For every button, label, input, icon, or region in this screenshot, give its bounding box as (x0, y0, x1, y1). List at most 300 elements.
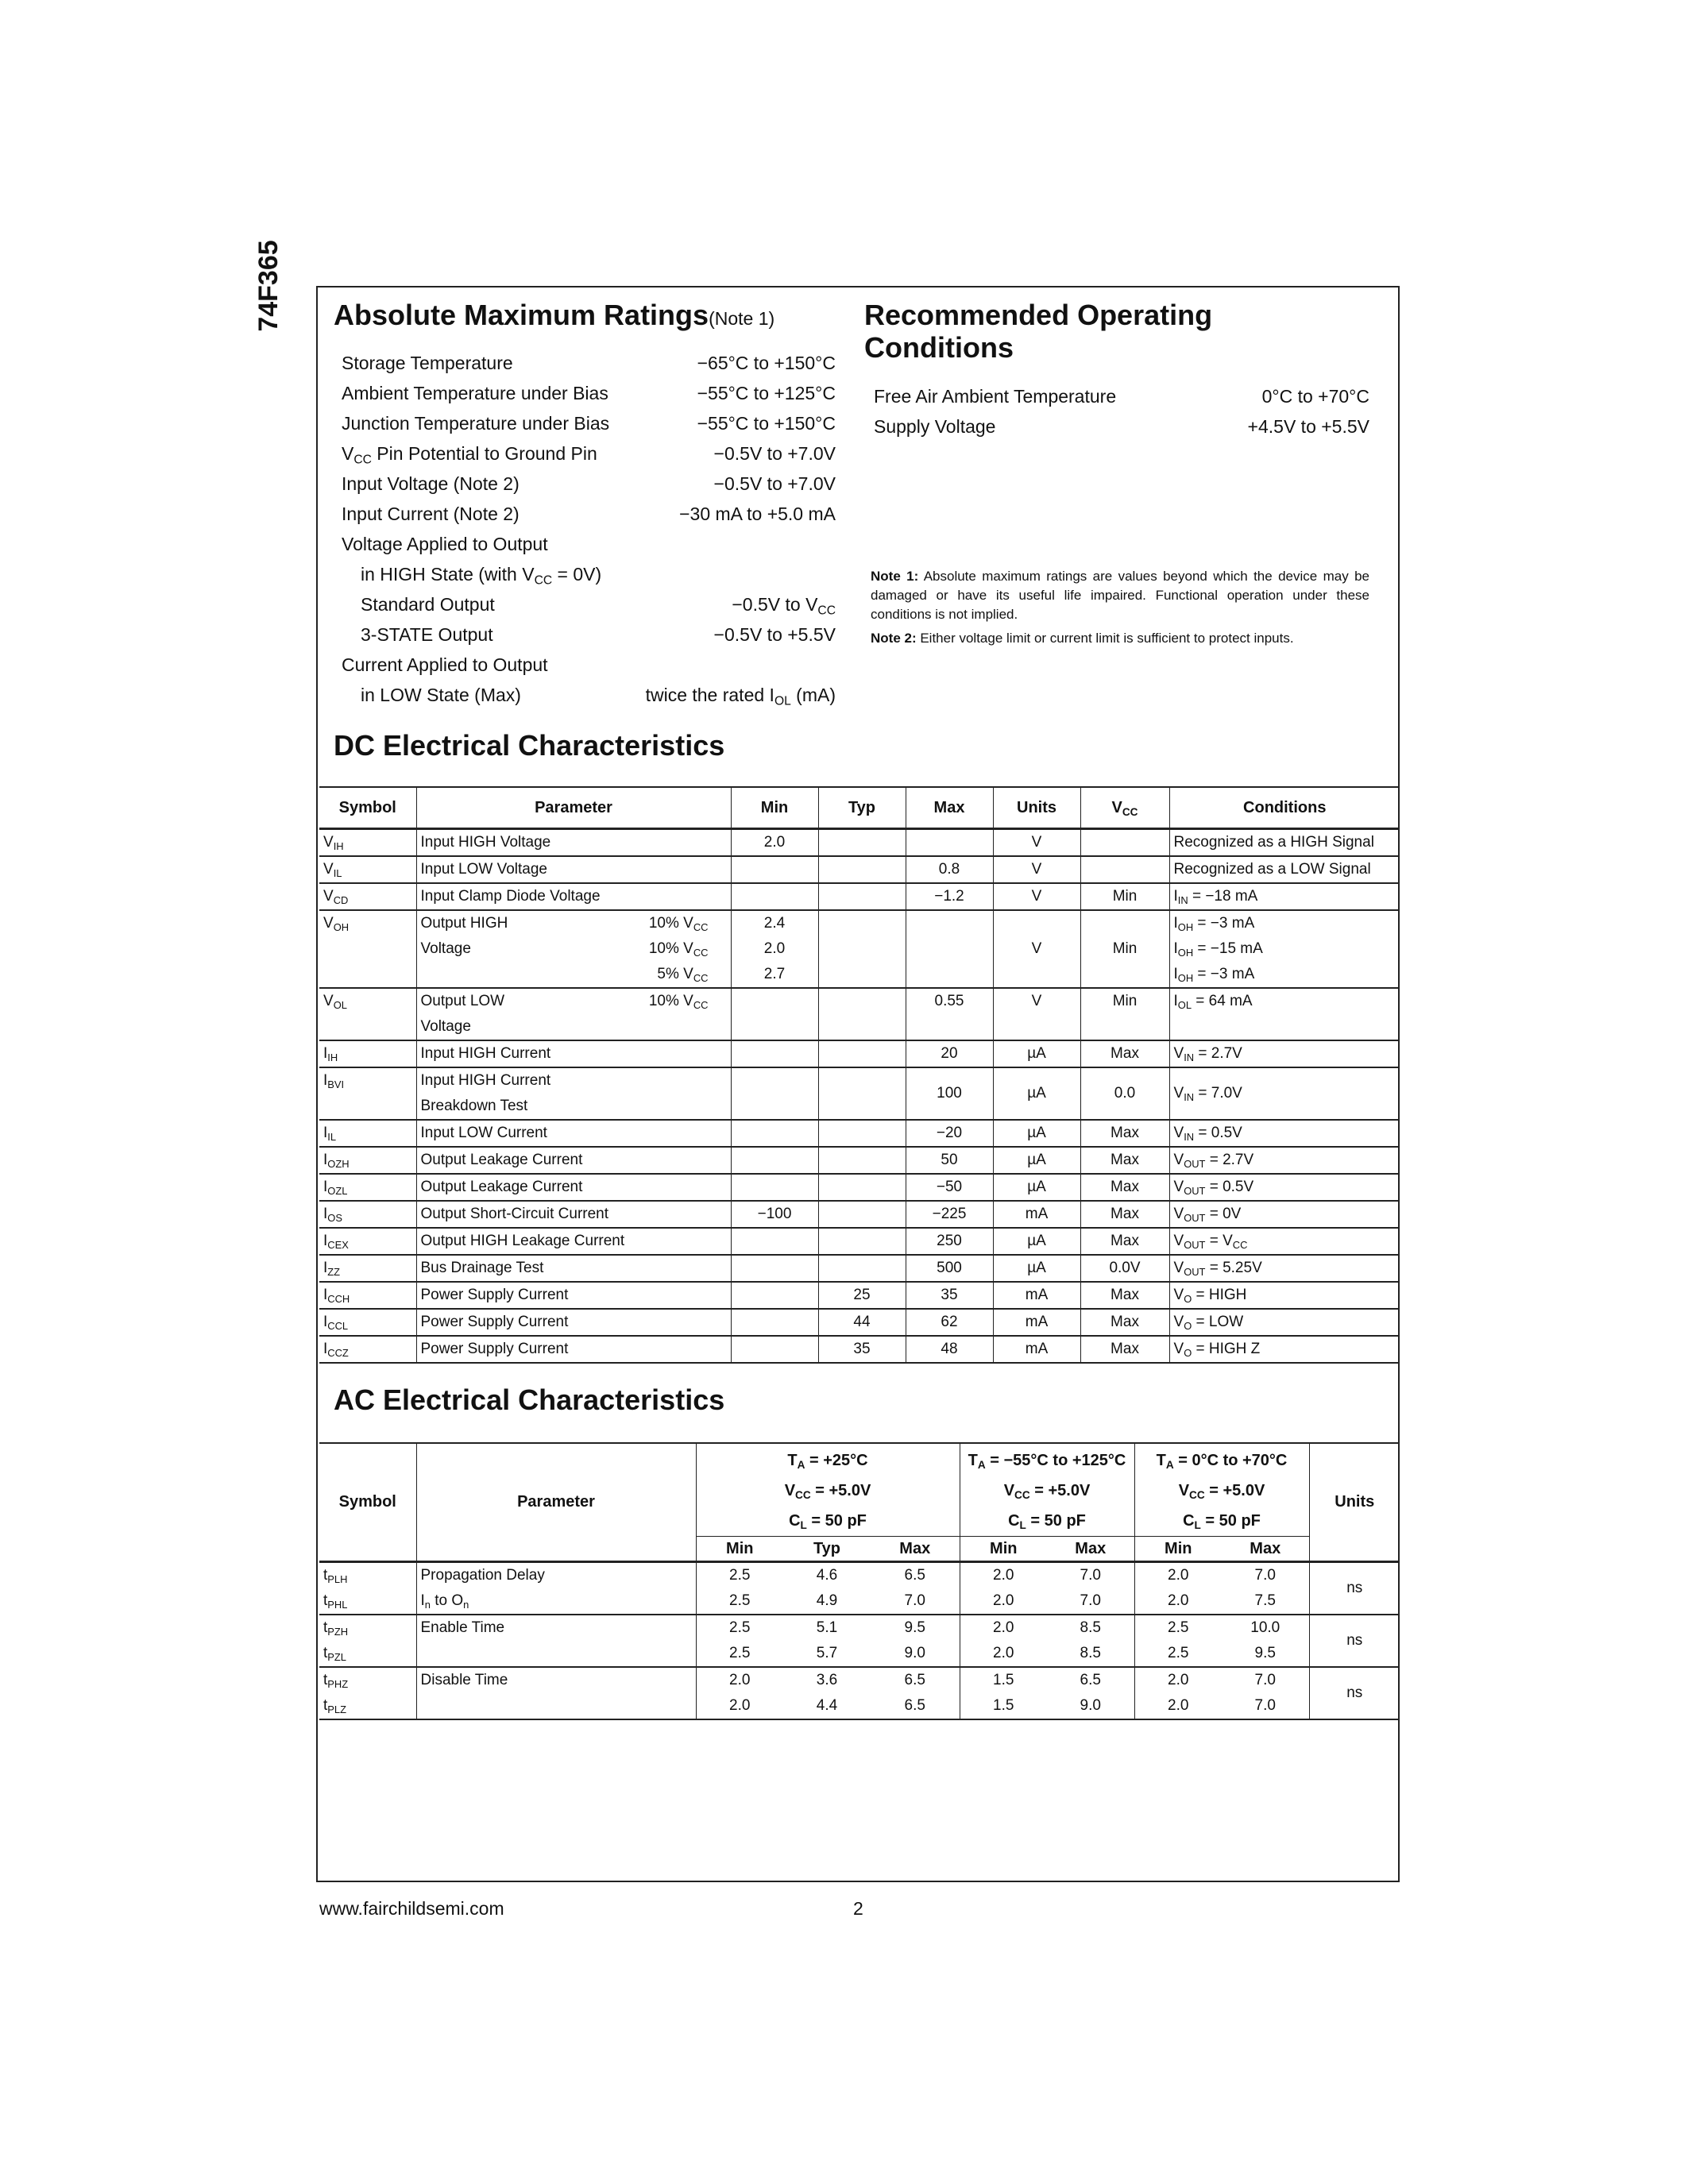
dc-units (993, 962, 1080, 988)
dc-vcc: Max (1080, 1282, 1169, 1309)
ac-value: 2.0 (1134, 1667, 1222, 1693)
dc-table-row (319, 1094, 1400, 1120)
abs-max-row (342, 408, 836, 438)
dc-parameter: Power Supply Current (416, 1282, 731, 1309)
dc-level: 10% $V_{CC}$ (648, 915, 709, 933)
dc-units: mA (993, 1282, 1080, 1309)
abs-max-label: Junction Temperature under Bias (342, 413, 610, 434)
dc-level: 10% $V_{CC}$ (648, 993, 709, 1011)
dc-header-row (319, 787, 1400, 829)
dc-min: 2.0 (731, 829, 818, 857)
ac-value: 2.0 (960, 1641, 1047, 1667)
ac-value: 7.0 (1254, 1567, 1276, 1584)
dc-min (731, 1282, 818, 1309)
dc-conditions: Recognized as a LOW Signal (1169, 856, 1400, 883)
ac-table-row (319, 1562, 1400, 1589)
dc-vcc: Max (1080, 1040, 1169, 1067)
dc-table-row (319, 1201, 1400, 1228)
note-2: Note 2: Either voltage limit or current limit is sufficient to protect inputs. (871, 631, 1294, 646)
dc-max (906, 910, 993, 936)
ac-col-min: Min (960, 1537, 1047, 1562)
dc-symbol: $I_{BVI}$ (323, 1072, 345, 1090)
dc-symbol: $I_{IL}$ (319, 1120, 416, 1147)
abs-max-value: −55°C to +125°C (697, 383, 836, 403)
dc-title: DC Electrical Characteristics (334, 729, 725, 762)
dc-units (993, 910, 1080, 936)
abs-max-label: Current Applied to Output (342, 654, 548, 675)
dc-parameter: Output HIGH 10% $V_{CC}$ (416, 910, 731, 936)
dc-max: 250 (906, 1228, 993, 1255)
abs-max-value: −0.5V to +7.0V (713, 443, 836, 464)
ac-value: 2.0 (960, 1588, 1047, 1615)
ac-symbol: $t_{PHL}$ (319, 1588, 416, 1615)
ac-value: 10.0 (1250, 1619, 1280, 1636)
ac-value: 4.9 (783, 1588, 871, 1615)
dc-min: 2.4 (731, 910, 818, 936)
abs-max-row (342, 650, 836, 680)
dc-table-row (319, 988, 1400, 1014)
dc-units: V (993, 856, 1080, 883)
abs-max-value: −65°C to +150°C (697, 353, 836, 373)
dc-table-row (319, 1336, 1400, 1363)
dc-conditions (1169, 1014, 1400, 1040)
dc-vcc: Min (1080, 883, 1169, 910)
dc-table-row (319, 1282, 1400, 1309)
dc-max (906, 962, 993, 988)
ac-units: ns (1309, 1667, 1400, 1719)
dc-col-min: Min (731, 787, 818, 829)
dc-typ (818, 1228, 906, 1255)
ac-value: 7.0 (1047, 1588, 1134, 1615)
dc-table-row (319, 856, 1400, 883)
dc-units: V (993, 936, 1080, 962)
abs-max-row (342, 619, 836, 650)
notes (871, 567, 1369, 653)
dc-parameter: Output HIGH Leakage Current (416, 1228, 731, 1255)
abs-max-label: Standard Output (361, 594, 495, 615)
ac-value: 1.5 (960, 1667, 1047, 1693)
ac-value: 4.6 (816, 1567, 838, 1584)
ac-col-min: Min (696, 1537, 783, 1562)
ac-value: 2.5 (696, 1588, 783, 1615)
abs-max-ratings-list (342, 348, 836, 710)
dc-typ (818, 910, 906, 936)
dc-vcc: Max (1080, 1309, 1169, 1336)
dc-conditions: $V_{OUT} = 0V$ (1169, 1201, 1400, 1228)
dc-vcc (1080, 910, 1169, 936)
dc-vcc (1080, 1014, 1169, 1040)
ac-value: 6.5 (904, 1567, 925, 1584)
abs-max-label: Input Voltage (Note 2) (342, 473, 520, 494)
dc-symbol: $I_{OS}$ (319, 1201, 416, 1228)
dc-parameter: Breakdown Test (416, 1094, 731, 1120)
page-number: 2 (853, 1898, 863, 1919)
dc-conditions: $V_O$ = HIGH (1169, 1282, 1400, 1309)
dc-typ (818, 936, 906, 962)
ac-table-row (319, 1588, 1400, 1615)
dc-max: 35 (906, 1282, 993, 1309)
dc-col-parameter: Parameter (416, 787, 731, 829)
dc-conditions: $I_{OH} = -3$ mA (1169, 962, 1400, 988)
ac-value: 9.5 (904, 1619, 925, 1636)
content-frame (316, 286, 1400, 1882)
dc-units: mA (993, 1336, 1080, 1363)
dc-min: 2.7 (731, 962, 818, 988)
abs-max-row (342, 499, 836, 529)
dc-units: V (993, 988, 1080, 1014)
dc-max: 48 (906, 1336, 993, 1363)
dc-units: µA (993, 1228, 1080, 1255)
dc-conditions: $I_{OH} = -3$ mA (1169, 910, 1400, 936)
dc-vcc: Max (1080, 1120, 1169, 1147)
ac-units: ns (1309, 1562, 1400, 1615)
dc-parameter: Power Supply Current (416, 1309, 731, 1336)
dc-typ (818, 988, 906, 1014)
dc-min (731, 1014, 818, 1040)
dc-vcc: Max (1080, 1228, 1169, 1255)
dc-symbol: $V_{OH}$ (323, 915, 350, 933)
dc-typ (818, 1174, 906, 1201)
dc-max: 0.55 (906, 988, 993, 1014)
dc-typ (818, 1094, 906, 1120)
dc-parameter: Input LOW Voltage (416, 856, 731, 883)
abs-max-value: −0.5V to +5.5V (713, 624, 836, 645)
ac-value: 2.0 (1134, 1693, 1222, 1719)
ac-value: 2.5 (1134, 1641, 1222, 1667)
dc-symbol (319, 936, 416, 962)
ac-symbol: $t_{PZL}$ (319, 1641, 416, 1667)
ac-value: 7.0 (871, 1588, 960, 1615)
dc-min (731, 1174, 818, 1201)
ac-col-group-com: $T_A = 0^\circ C$ to +70°C $V_{CC} = +5.0V$ $C_L = 50$ pF (1134, 1443, 1309, 1537)
dc-max: 50 (906, 1147, 993, 1174)
abs-max-row (342, 559, 836, 589)
dc-symbol: $I_{ZZ}$ (319, 1255, 416, 1282)
dc-conditions: $V_{IN} = 0.5V$ (1169, 1120, 1400, 1147)
ac-value: 9.5 (1222, 1641, 1309, 1667)
dc-table-row (319, 936, 1400, 962)
dc-typ (818, 1040, 906, 1067)
dc-symbol: $I_{CCH}$ (319, 1282, 416, 1309)
dc-table-row (319, 1309, 1400, 1336)
abs-max-value: −55°C to +150°C (697, 413, 836, 434)
ac-value: 2.0 (1134, 1562, 1222, 1589)
dc-parameter: Input Clamp Diode Voltage (416, 883, 731, 910)
abs-max-row (342, 378, 836, 408)
dc-col-max: Max (906, 787, 993, 829)
footer-url[interactable]: www.fairchildsemi.com (319, 1898, 504, 1919)
dc-vcc: Min (1080, 988, 1169, 1014)
dc-symbol: $I_{CCZ}$ (319, 1336, 416, 1363)
part-number-side-label: 74F365 (253, 240, 284, 332)
ac-value: 7.0 (1222, 1693, 1309, 1719)
ac-col-parameter: Parameter (416, 1443, 696, 1562)
dc-typ (818, 1201, 906, 1228)
dc-col-units: Units (993, 787, 1080, 829)
dc-vcc: Max (1080, 1174, 1169, 1201)
dc-col-conditions: Conditions (1169, 787, 1400, 829)
ac-col-max: Max (1047, 1537, 1134, 1562)
ac-symbol: $t_{PZH}$ (323, 1619, 349, 1638)
dc-typ (818, 883, 906, 910)
rec-op-row (874, 381, 1369, 411)
dc-typ (818, 962, 906, 988)
dc-symbol (319, 1094, 416, 1120)
dc-vcc (1080, 829, 1169, 857)
dc-conditions: $V_{OUT} = 0.5V$ (1169, 1174, 1400, 1201)
dc-max: −225 (906, 1201, 993, 1228)
dc-conditions: $V_{OUT} = 5.25V$ (1169, 1255, 1400, 1282)
dc-min (731, 1094, 818, 1120)
dc-conditions: $V_{IN} = 7.0V$ (1169, 1094, 1400, 1120)
dc-max: −1.2 (906, 883, 993, 910)
ac-value: 3.6 (816, 1672, 838, 1688)
dc-conditions: $I_{OH} = -15$ mA (1169, 936, 1400, 962)
ac-symbol: $t_{PLZ}$ (319, 1693, 416, 1719)
dc-parameter: Input HIGH Current (416, 1040, 731, 1067)
dc-typ (818, 1255, 906, 1282)
dc-typ (818, 829, 906, 857)
ac-col-group-mil: $T_A = -55^\circ C$ to +125°C $V_{CC} = +5.0V$ $C_L = 50$ pF (960, 1443, 1134, 1537)
dc-units (993, 1014, 1080, 1040)
dc-units: µA (993, 1255, 1080, 1282)
ac-value: 2.0 (960, 1615, 1047, 1641)
dc-min: 2.0 (731, 936, 818, 962)
ac-value: 4.4 (783, 1693, 871, 1719)
ac-value: 5.7 (783, 1641, 871, 1667)
dc-min (731, 1120, 818, 1147)
dc-units: µA (993, 1174, 1080, 1201)
abs-max-row (342, 348, 836, 378)
ac-value: 2.5 (696, 1562, 783, 1589)
dc-col-typ: Typ (818, 787, 906, 829)
dc-parameter: Power Supply Current (416, 1336, 731, 1363)
dc-parameter: Input HIGH Current (416, 1067, 731, 1094)
ac-value: 7.5 (1222, 1588, 1309, 1615)
ac-col-max: Max (871, 1537, 960, 1562)
dc-symbol: $I_{IH}$ (319, 1040, 416, 1067)
dc-col-vcc: $V_{CC}$ (1080, 787, 1169, 829)
ac-table-row (319, 1641, 1400, 1667)
dc-units: V (993, 829, 1080, 857)
dc-symbol: $I_{OZL}$ (319, 1174, 416, 1201)
abs-max-label: Storage Temperature (342, 353, 513, 373)
abs-max-row (342, 589, 836, 619)
dc-units: µA (993, 1040, 1080, 1067)
rec-op-conditions-list (874, 381, 1369, 442)
ac-value: 9.0 (1047, 1693, 1134, 1719)
dc-characteristics-table (319, 786, 1400, 1364)
abs-max-label: Ambient Temperature under Bias (342, 383, 608, 403)
ac-symbol: $t_{PHZ}$ (323, 1672, 349, 1690)
dc-parameter (416, 962, 731, 988)
dc-vcc: Max (1080, 1336, 1169, 1363)
ac-symbol: $t_{PLH}$ (323, 1567, 348, 1585)
dc-vcc: Max (1080, 1147, 1169, 1174)
dc-parameter: Input HIGH Voltage (416, 829, 731, 857)
ac-value: 9.0 (871, 1641, 960, 1667)
dc-conditions: $I_{OL} = 64$ mA (1169, 988, 1400, 1014)
dc-units: mA (993, 1201, 1080, 1228)
dc-symbol (319, 1014, 416, 1040)
ac-parameter: Disable Time (416, 1667, 696, 1693)
dc-conditions: $V_O$ = LOW (1169, 1309, 1400, 1336)
rec-op-title: Recommended Operating Conditions (864, 299, 1213, 365)
ac-value: 2.5 (696, 1615, 783, 1641)
abs-max-value: −0.5V to $V_{CC}$ (732, 594, 836, 618)
ac-value: 2.5 (1134, 1615, 1222, 1641)
ac-value: 7.0 (1080, 1567, 1101, 1584)
dc-min (731, 1147, 818, 1174)
dc-max (906, 1014, 993, 1040)
ac-parameter: Propagation Delay (416, 1562, 696, 1589)
ac-value: 8.5 (1047, 1641, 1134, 1667)
dc-table-row (319, 1255, 1400, 1282)
abs-max-label: Voltage Applied to Output (342, 534, 548, 554)
ac-value: 2.0 (1134, 1588, 1222, 1615)
dc-units: µA (993, 1120, 1080, 1147)
ac-value: 2.0 (696, 1693, 783, 1719)
dc-parameter: Input LOW Current (416, 1120, 731, 1147)
rec-op-label: Supply Voltage (874, 416, 996, 437)
abs-max-title: Absolute Maximum Ratings(Note 1) (334, 299, 775, 331)
dc-min (731, 1309, 818, 1336)
dc-col-symbol: Symbol (319, 787, 416, 829)
dc-typ (818, 1014, 906, 1040)
ac-value: 6.5 (904, 1672, 925, 1688)
ac-col-group-25c: $T_A = +25^\circ C$ $V_{CC} = +5.0V$ $C_L = 50$ pF (696, 1443, 960, 1537)
dc-vcc (1080, 856, 1169, 883)
dc-vcc: Min (1080, 936, 1169, 962)
abs-max-value: −30 mA to +5.0 mA (679, 504, 836, 524)
dc-parameter: Voltage (416, 1014, 731, 1040)
dc-table-row (319, 883, 1400, 910)
dc-typ (818, 1120, 906, 1147)
dc-min (731, 1336, 818, 1363)
dc-parameter: Bus Drainage Test (416, 1255, 731, 1282)
ac-value: 5.1 (816, 1619, 838, 1636)
dc-symbol: $V_{IL}$ (319, 856, 416, 883)
dc-max: 62 (906, 1309, 993, 1336)
ac-characteristics-table (319, 1442, 1400, 1720)
ac-parameter (416, 1693, 696, 1719)
dc-vcc: 0.0 (1080, 1094, 1169, 1120)
dc-units: mA (993, 1309, 1080, 1336)
dc-symbol: $V_{CD}$ (319, 883, 416, 910)
dc-max (906, 936, 993, 962)
dc-typ (818, 856, 906, 883)
dc-min (731, 988, 818, 1014)
dc-conditions: $V_{IN} = 2.7V$ (1169, 1040, 1400, 1067)
rec-op-value: 0°C to +70°C (1261, 386, 1369, 407)
abs-max-label: 3-STATE Output (361, 624, 493, 645)
abs-max-row (342, 529, 836, 559)
dc-parameter: Output LOW 10% $V_{CC}$ (416, 988, 731, 1014)
ac-col-units: Units (1309, 1443, 1400, 1562)
dc-min (731, 1255, 818, 1282)
dc-units: µA (993, 1094, 1080, 1120)
dc-table-row (319, 1040, 1400, 1067)
ac-parameter (416, 1641, 696, 1667)
ac-col-typ: Typ (783, 1537, 871, 1562)
dc-parameter: Output Short-Circuit Current (416, 1201, 731, 1228)
abs-max-row (342, 680, 836, 710)
dc-max: −50 (906, 1174, 993, 1201)
ac-col-max: Max (1222, 1537, 1309, 1562)
abs-max-value: twice the rated $I_{OL}$ (mA) (645, 685, 836, 708)
ac-units: ns (1309, 1615, 1400, 1667)
rec-op-label: Free Air Ambient Temperature (874, 386, 1117, 407)
dc-conditions: $V_{OUT} = 2.7V$ (1169, 1147, 1400, 1174)
dc-level: 5% $V_{CC}$ (657, 966, 709, 984)
dc-min (731, 856, 818, 883)
abs-max-label: $V_{CC}$ Pin Potential to Ground Pin (342, 443, 597, 467)
ac-header-row-1 (319, 1443, 1400, 1537)
ac-value: 2.0 (696, 1667, 783, 1693)
dc-typ: 35 (818, 1336, 906, 1363)
dc-table-row (319, 1174, 1400, 1201)
dc-min (731, 1040, 818, 1067)
ac-parameter: $I_n$ to $O_n$ (416, 1588, 696, 1615)
abs-max-label: in LOW State (Max) (361, 685, 521, 705)
dc-typ: 44 (818, 1309, 906, 1336)
dc-symbol: $V_{IH}$ (319, 829, 416, 857)
abs-max-row (342, 438, 836, 469)
ac-value: 8.5 (1080, 1619, 1101, 1636)
dc-typ: 25 (818, 1282, 906, 1309)
ac-value: 7.0 (1254, 1672, 1276, 1688)
ac-value: 6.5 (871, 1693, 960, 1719)
ac-value: 1.5 (960, 1693, 1047, 1719)
dc-max: 100 (906, 1094, 993, 1120)
dc-min (731, 883, 818, 910)
dc-table-row (319, 1228, 1400, 1255)
ac-value: 2.0 (960, 1562, 1047, 1589)
dc-units: V (993, 883, 1080, 910)
rec-op-value: +4.5V to +5.5V (1247, 416, 1369, 437)
dc-typ (818, 1067, 906, 1094)
dc-symbol: $V_{OL}$ (323, 993, 347, 1011)
ac-col-min: Min (1134, 1537, 1222, 1562)
dc-max: 0.8 (906, 856, 993, 883)
ac-table-row (319, 1693, 1400, 1719)
abs-max-label: in HIGH State (with $V_{CC} = 0V$) (361, 564, 602, 588)
dc-conditions: $V_O$ = HIGH Z (1169, 1336, 1400, 1363)
abs-max-row (342, 469, 836, 499)
ac-title: AC Electrical Characteristics (334, 1383, 725, 1416)
ac-table-row (319, 1615, 1400, 1641)
dc-symbol: $I_{CCL}$ (319, 1309, 416, 1336)
dc-min: −100 (731, 1201, 818, 1228)
dc-vcc: Max (1080, 1201, 1169, 1228)
dc-max (906, 829, 993, 857)
dc-conditions: $I_{IN} = -18$ mA (1169, 883, 1400, 910)
dc-symbol (319, 962, 416, 988)
rec-op-row (874, 411, 1369, 442)
ac-value: 2.5 (696, 1641, 783, 1667)
dc-vcc (1080, 962, 1169, 988)
dc-min (731, 1067, 818, 1094)
dc-parameter: Output Leakage Current (416, 1147, 731, 1174)
ac-parameter: Enable Time (416, 1615, 696, 1641)
dc-vcc: 0.0V (1080, 1255, 1169, 1282)
dc-conditions: $V_{OUT} = V_{CC}$ (1169, 1228, 1400, 1255)
dc-table-row (319, 829, 1400, 857)
abs-max-label: Input Current (Note 2) (342, 504, 520, 524)
dc-max: −20 (906, 1120, 993, 1147)
dc-table-row (319, 962, 1400, 988)
dc-table-row (319, 1120, 1400, 1147)
